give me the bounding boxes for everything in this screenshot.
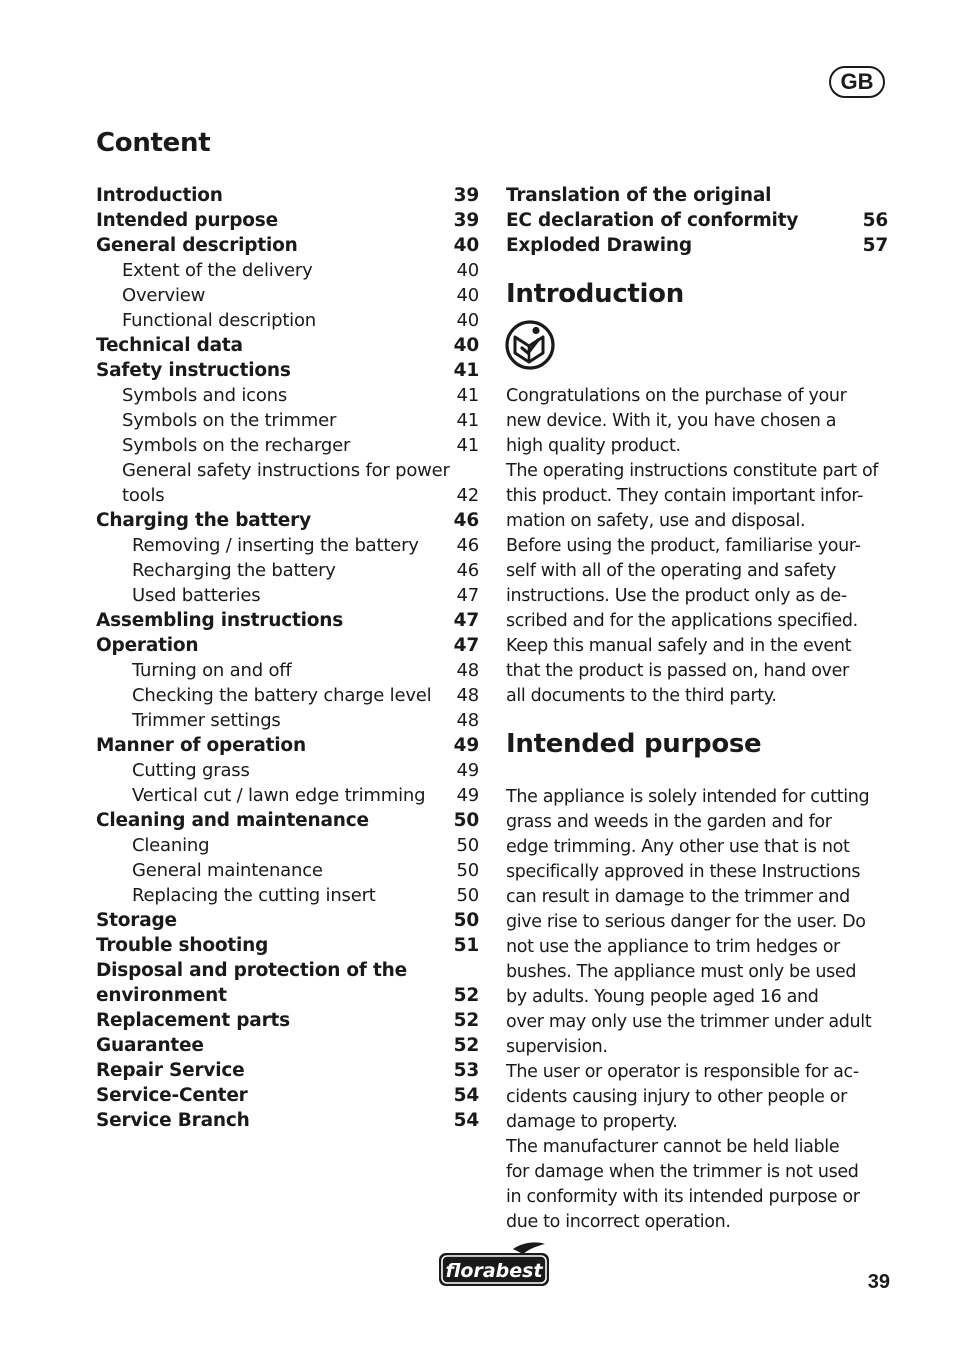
florabest-logo-text: florabest [445, 1260, 543, 1282]
toc-entry [96, 808, 479, 833]
toc-entry-title: Cutting grass [132, 760, 250, 781]
toc-subentry [96, 658, 479, 683]
toc-entry-title: Translation of the original [506, 185, 772, 206]
text-line: The operating instructions constitute part of [506, 461, 879, 481]
toc-entry-title: Charging the battery [96, 510, 311, 531]
toc-entry [96, 233, 479, 258]
toc-subentry [96, 883, 479, 908]
toc-page-number: 41 [456, 385, 479, 406]
toc-entry-title: Removing / inserting the battery [132, 535, 419, 556]
toc-page-number: 40 [453, 335, 479, 356]
text-line: self with all of the operating and safety [506, 561, 836, 581]
toc-page-number: 41 [456, 435, 479, 456]
toc-entry-title: Replacing the cutting insert [132, 885, 376, 906]
text-line: in conformity with its intended purpose or [506, 1187, 860, 1207]
toc-subentry [96, 708, 479, 733]
toc-entry-title: Symbols on the trimmer [122, 410, 337, 431]
toc-page-number: 39 [453, 185, 479, 206]
toc-entry [96, 1083, 479, 1108]
toc-right-column [506, 183, 888, 258]
toc-subentry [96, 858, 479, 883]
toc-subentry [96, 383, 479, 408]
toc-entry-title: Used batteries [132, 585, 261, 606]
toc-entry-title: Cleaning and maintenance [96, 810, 369, 831]
toc-subentry [96, 783, 479, 808]
toc-page-number: 42 [456, 485, 479, 506]
toc-subentry [96, 408, 479, 433]
toc-entry [96, 1008, 479, 1033]
toc-entry-title: General maintenance [132, 860, 323, 881]
text-line: all documents to the third party. [506, 686, 777, 706]
text-line: instructions. Use the product only as de- [506, 586, 847, 606]
text-line: due to incorrect operation. [506, 1212, 731, 1232]
text-line: new device. With it, you have chosen a [506, 411, 837, 431]
toc-page-number: 46 [456, 560, 479, 581]
text-line: The appliance is solely intended for cutting [506, 787, 870, 807]
toc-entry-title: General safety instructions for power [122, 460, 450, 481]
toc-entry [96, 358, 479, 383]
toc-page-number: 40 [456, 310, 479, 331]
toc-entry-title: Guarantee [96, 1035, 204, 1056]
text-line: over may only use the trimmer under adult [506, 1012, 872, 1032]
toc-entry [506, 208, 888, 233]
text-line: grass and weeds in the garden and for [506, 812, 832, 832]
toc-entry-title: Replacement parts [96, 1010, 290, 1031]
text-line: for damage when the trimmer is not used [506, 1162, 859, 1182]
toc-page-number: 54 [453, 1110, 479, 1131]
toc-entry [96, 1033, 479, 1058]
toc-subentry [96, 833, 479, 858]
toc-page-number: 49 [456, 760, 479, 781]
toc-entry-title: Cleaning [132, 835, 210, 856]
toc-subentry [96, 483, 479, 508]
text-line: high quality product. [506, 436, 681, 456]
toc-page-number: 56 [862, 210, 888, 231]
toc-entry-title: Symbols on the recharger [122, 435, 351, 456]
toc-entry [96, 933, 479, 958]
toc-entry [96, 508, 479, 533]
toc-subentry [96, 283, 479, 308]
toc-page-number: 50 [456, 860, 479, 881]
toc-page-number: 40 [453, 235, 479, 256]
toc-subentry [96, 758, 479, 783]
toc-entry [96, 333, 479, 358]
toc-page-number: 52 [453, 1010, 479, 1031]
text-line: The manufacturer cannot be held liable [506, 1137, 840, 1157]
toc-entry [96, 958, 479, 983]
toc-entry-title: Exploded Drawing [506, 235, 692, 256]
toc-page-number: 41 [456, 410, 479, 431]
toc-left-column [96, 183, 479, 1133]
toc-entry [96, 183, 479, 208]
text-line: damage to property. [506, 1112, 678, 1132]
toc-entry [96, 733, 479, 758]
text-line: edge trimming. Any other use that is not [506, 837, 850, 857]
introduction-title: Introduction [506, 279, 684, 309]
text-line: can result in damage to the trimmer and [506, 887, 850, 907]
toc-entry [96, 983, 479, 1008]
toc-subentry [96, 558, 479, 583]
toc-entry-title: Introduction [96, 185, 223, 206]
florabest-logo [437, 1241, 551, 1289]
toc-subentry [96, 308, 479, 333]
toc-entry-title: Functional description [122, 310, 316, 331]
toc-entry [96, 208, 479, 233]
toc-subentry [96, 683, 479, 708]
toc-entry-title: Trouble shooting [96, 935, 269, 956]
toc-entry-title: Manner of operation [96, 735, 306, 756]
toc-page-number: 52 [453, 1035, 479, 1056]
toc-page-number: 47 [453, 635, 479, 656]
text-line: mation on safety, use and disposal. [506, 511, 806, 531]
content-title: Content [96, 128, 211, 158]
toc-page-number: 50 [453, 910, 479, 931]
toc-entry [96, 633, 479, 658]
toc-entry [506, 233, 888, 258]
introduction-text [506, 384, 888, 709]
toc-page-number: 50 [456, 835, 479, 856]
toc-entry-title: environment [96, 985, 227, 1006]
toc-page-number: 50 [453, 810, 479, 831]
intended-purpose-title: Intended purpose [506, 729, 762, 759]
toc-entry-title: Trimmer settings [132, 710, 281, 731]
toc-subentry [96, 258, 479, 283]
text-line: scribed and for the applications specified. [506, 611, 858, 631]
text-line: The user or operator is responsible for ac- [506, 1062, 859, 1082]
toc-entry-title: Storage [96, 910, 177, 931]
toc-entry-title: Extent of the delivery [122, 260, 313, 281]
toc-entry-title: EC declaration of conformity [506, 210, 799, 231]
text-line: Keep this manual safely and in the event [506, 636, 852, 656]
toc-subentry [96, 433, 479, 458]
text-line: by adults. Young people aged 16 and [506, 987, 819, 1007]
toc-page-number: 48 [456, 685, 479, 706]
toc-entry [96, 608, 479, 633]
toc-entry-title: Vertical cut / lawn edge trimming [132, 785, 426, 806]
toc-entry [96, 908, 479, 933]
toc-page-number: 46 [456, 535, 479, 556]
toc-page-number: 57 [862, 235, 888, 256]
text-line: specifically approved in these Instructions [506, 862, 861, 882]
toc-page-number: 40 [456, 285, 479, 306]
intended-purpose-text [506, 785, 888, 1235]
toc-page-number: 40 [456, 260, 479, 281]
text-line: that the product is passed on, hand over [506, 661, 849, 681]
toc-subentry [96, 583, 479, 608]
toc-entry-title: Recharging the battery [132, 560, 336, 581]
toc-page-number: 47 [453, 610, 479, 631]
toc-page-number: 47 [456, 585, 479, 606]
toc-entry-title: Checking the battery charge level [132, 685, 432, 706]
text-line: not use the appliance to trim hedges or [506, 937, 840, 957]
text-line: give rise to serious danger for the user. Do [506, 912, 866, 932]
text-line: cidents causing injury to other people or [506, 1087, 847, 1107]
toc-page-number: 50 [456, 885, 479, 906]
toc-entry-title: Operation [96, 635, 199, 656]
toc-subentry [96, 533, 479, 558]
toc-entry-title: Repair Service [96, 1060, 245, 1081]
toc-page-number: 54 [453, 1085, 479, 1106]
toc-entry-title: Intended purpose [96, 210, 278, 231]
toc-entry [96, 1058, 479, 1083]
toc-entry-title: Service Branch [96, 1110, 250, 1131]
toc-entry-title: Turning on and off [132, 660, 292, 681]
text-line: bushes. The appliance must only be used [506, 962, 857, 982]
toc-page-number: 39 [453, 210, 479, 231]
toc-page-number: 48 [456, 660, 479, 681]
toc-entry-title: Symbols and icons [122, 385, 288, 406]
toc-entry-title: Technical data [96, 335, 243, 356]
toc-entry-title: Overview [122, 285, 206, 306]
toc-entry-title: Assembling instructions [96, 610, 344, 631]
toc-entry-title: Service-Center [96, 1085, 248, 1106]
toc-page-number: 53 [453, 1060, 479, 1081]
toc-entry-title: Safety instructions [96, 360, 291, 381]
toc-entry-title: tools [122, 485, 165, 506]
toc-page-number: 49 [456, 785, 479, 806]
toc-entry [506, 183, 888, 208]
text-line: this product. They contain important infor- [506, 486, 864, 506]
toc-page-number: 41 [453, 360, 479, 381]
text-line: Congratulations on the purchase of your [506, 386, 847, 406]
page-number: 39 [867, 1271, 890, 1293]
toc-page-number: 48 [456, 710, 479, 731]
toc-entry-title: Disposal and protection of the [96, 960, 407, 981]
language-badge: GB [829, 66, 885, 98]
read-manual-icon [505, 320, 555, 370]
text-line: supervision. [506, 1037, 608, 1057]
toc-page-number: 52 [453, 985, 479, 1006]
toc-page-number: 51 [453, 935, 479, 956]
toc-page-number: 46 [453, 510, 479, 531]
toc-entry [96, 1108, 479, 1133]
toc-page-number: 49 [453, 735, 479, 756]
toc-subentry [96, 458, 479, 483]
text-line: Before using the product, familiarise your- [506, 536, 861, 556]
toc-entry-title: General description [96, 235, 298, 256]
